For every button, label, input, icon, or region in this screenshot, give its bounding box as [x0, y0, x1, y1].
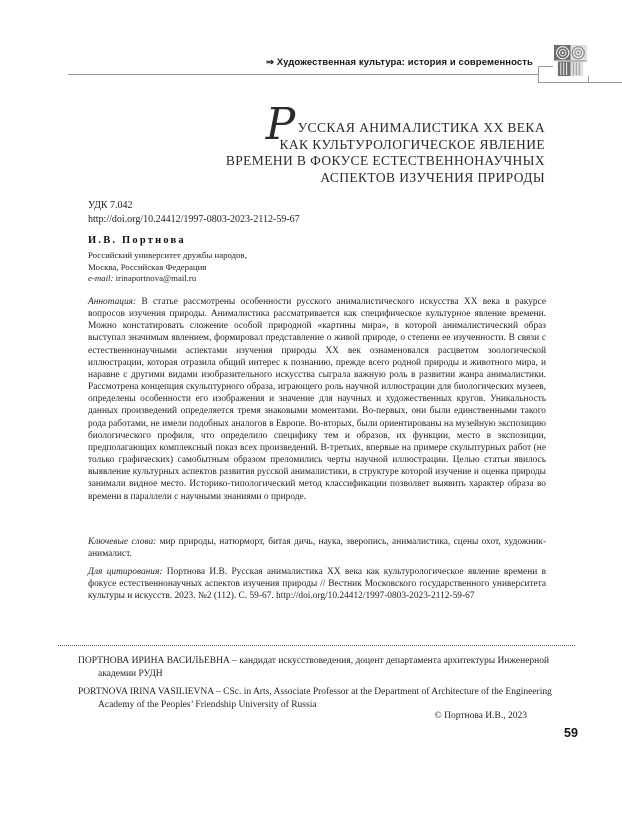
- title-line-4: АСПЕКТОВ ИЗУЧЕНИЯ ПРИРОДЫ: [320, 169, 545, 185]
- affiliation-line-2: Москва, Российская Федерация: [88, 261, 207, 272]
- abstract-label: Аннотация:: [88, 297, 137, 307]
- doi-link: http://doi.org/10.24412/1997-0803-2023-2112-59-67: [88, 214, 300, 225]
- title-line-2: КАК КУЛЬТУРОЛОГИЧЕСКОЕ ЯВЛЕНИЕ: [279, 136, 545, 152]
- author-bio-russian: ПОРТНОВА ИРИНА ВАСИЛЬЕВНА – кандидат искусствоведения, доцент департамента архитектуры Инженерной академии РУДН: [78, 656, 550, 679]
- section-header: ⇒ Художественная культура: история и современность: [266, 57, 533, 68]
- abstract-text: В статье рассмотрены особенности русского анималистического искусства XX века в ракурсе вопросов изучения природы. Анималистика рассматривается как специфическое культурное явление времени. Можно констатировать сложение особой природной «картины мира», в которой анималистический образ выступал значимым явлением, формировал представление о живой природе, о степени ее изученности. В связи с естественнонаучными аспектами изучения природы XX век ознаменовался расцветом зоологической иллюстрации, которая отразила общий интерес к познанию, прежде всего родной природы и животного мира, и наравне с другими видами изобразительного искусства сыграла важную роль в развитии жанра анималистики. Рассмотрена концепция скульптурного образа, играющего роль научной иллюстрации для биологических музеев, определены особенности его изображения и значение для научных и художественных кругов. Уникальность данных произведений определяется тремя знаковыми моментами. Во-первых, они были единственными такого рода работами, не имели подобных аналогов в Европе. Во-вторых, были ориентированы на музейную экспозицию биологического профиля, что определило специфику тем и образов, их функции, место в экспозиции, предполагающих комплексный показ всех произведений. В-третьих, впервые на примере скульптурных работ (не только графических) самобытным образом преломились черты научной иллюстрации. Целью статьи явилось выявление культурных аспектов развития русской анималистики, в структуре которой изучение и оценка природы занимали видное место. Историко-типологический метод классификации позволяет выявить характер образа во времени в параллели с научными знаниями о природе.: [88, 297, 546, 502]
- keywords-text: мир природы, натюрморт, битая дичь, наука, зверопись, анималистика, сцены охот, художник-анималист.: [88, 537, 546, 560]
- keywords-paragraph: [88, 536, 546, 560]
- citation-paragraph: [88, 566, 546, 602]
- keywords-label: Ключевые слова:: [88, 537, 157, 547]
- author-bio-english: PORTNOVA IRINA VASILIEVNA – CSc. in Arts, Associate Professor at the Department of Architecture of the Engineering Academy of the Peoples’ Friendship University of Russia: [78, 687, 552, 710]
- header-bracket-top: [538, 66, 553, 67]
- abstract-paragraph: [88, 296, 546, 503]
- title-line-1-text: УССКАЯ АНИМАЛИСТИКА XX ВЕКА: [297, 120, 545, 135]
- author-email-line: [88, 273, 247, 285]
- page-number: 59: [564, 726, 578, 740]
- udc-code: УДК 7.042: [88, 200, 133, 211]
- header-bracket-vertical: [538, 66, 539, 83]
- affiliation-line-1: Российский университет дружбы народов,: [88, 250, 247, 260]
- column-capital-icon: [553, 44, 588, 77]
- author-bio-block: [78, 655, 556, 717]
- citation-text: Портнова И.В. Русская анималистика XX века как культурологическое явление времени в фокусе естественнонаучных аспектов изучения природы // Вестник Московского государственного университета культуры и искусств. 2023. №2 (112). С. 59-67. http://doi.org/10.24412/1997-0803-2023-2112-59-67: [88, 567, 546, 602]
- dotted-separator: [58, 645, 575, 646]
- article-meta: [88, 199, 300, 227]
- email-label: e-mail:: [88, 273, 114, 284]
- author-name: И.В. Портнова: [88, 235, 186, 246]
- header-bracket-icon-leg: [588, 76, 589, 83]
- title-dropcap: Р: [265, 99, 296, 150]
- header-bracket-bottom: [538, 82, 622, 83]
- article-title: [225, 99, 545, 186]
- header-rule: [68, 74, 538, 75]
- email-address: irinaportnova@mail.ru: [115, 273, 197, 284]
- citation-label: Для цитирования:: [88, 567, 163, 577]
- copyright-notice: © Портнова И.В., 2023: [434, 711, 527, 721]
- title-line-3: ВРЕМЕНИ В ФОКУСЕ ЕСТЕСТВЕННОНАУЧНЫХ: [225, 153, 545, 169]
- author-affiliation: [88, 250, 247, 285]
